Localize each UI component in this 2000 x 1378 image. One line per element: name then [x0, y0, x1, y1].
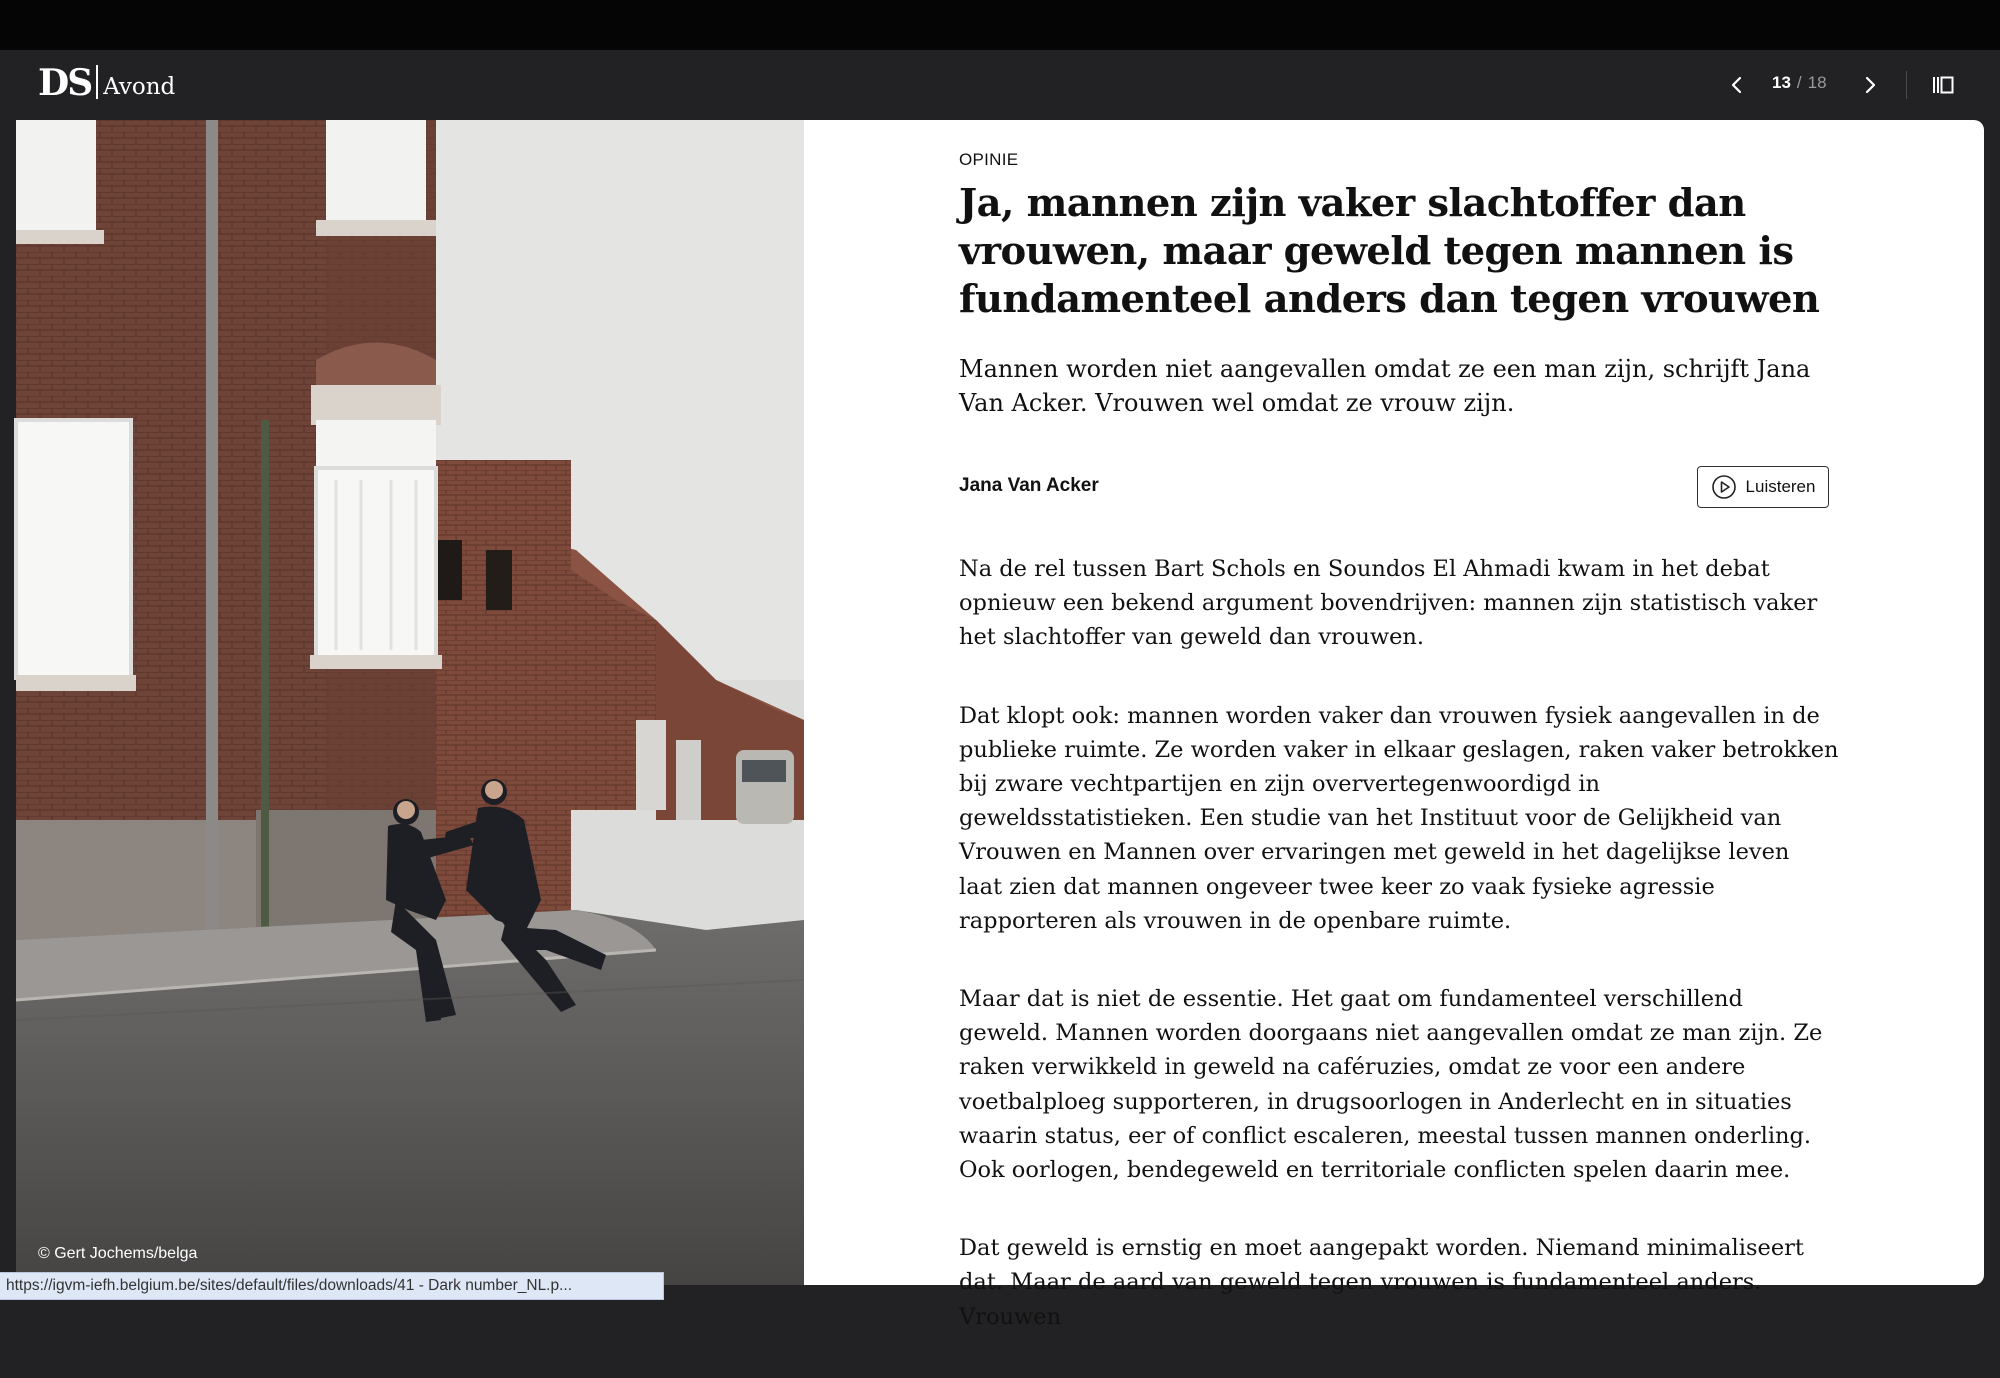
- article-paragraph: Dat klopt ook: mannen worden vaker dan vrouwen fysiek aangevallen in de publieke ruimte. Ze worden vaker in elkaar geslagen, raken vaker betrokken bij zware vechtpartijen en zijn oververtegenwoordigd in geweldsstatistieken. Een studie van het Instituut voor de Gelijkheid van Vrouwen en Mannen over ervaringen met geweld in het dagelijkse leven laat zien dat mannen ongeveer twee keer zo vaak fysieke agressie rapporteren als vrouwen in de openbare ruimte.: [959, 702, 1839, 934]
- previous-page-button[interactable]: [1722, 70, 1752, 100]
- panel-toggle-icon: [1931, 74, 1955, 96]
- article-lead: Mannen worden niet aangevallen omdat ze een man zijn, schrijft Jana Van Acker. Vrouwen wel omdat ze vrouw zijn.: [959, 355, 1811, 417]
- header-divider: [1906, 71, 1907, 99]
- viewer-header: [0, 50, 2000, 120]
- page-navigator: [1700, 50, 2000, 120]
- play-circle-icon: [1711, 474, 1737, 500]
- article-content: [959, 120, 1839, 1330]
- window-top-strip: [0, 0, 2000, 50]
- page-counter: [1772, 73, 1852, 93]
- listen-label: Luisteren: [1745, 477, 1816, 496]
- chevron-left-icon: [1730, 75, 1744, 95]
- logo-edition: Avond: [103, 74, 176, 100]
- logo-brand: DS: [38, 62, 92, 104]
- next-page-button[interactable]: [1855, 70, 1885, 100]
- article-headline: Ja, mannen zijn vaker slachtoffer dan vrouwen, maar geweld tegen mannen is fundamenteel anders dan tegen vrouwen: [959, 181, 1820, 322]
- logo-divider: [96, 65, 98, 99]
- chevron-right-icon: [1863, 75, 1877, 95]
- total-pages: 18: [1807, 73, 1827, 92]
- link-status-bar: https://igvm-iefh.belgium.be/sites/default/files/downloads/41 - Dark number_NL.p...: [0, 1272, 664, 1300]
- photo-credit: © Gert Jochems/belga: [38, 1245, 198, 1262]
- ds-avond-logo[interactable]: [38, 62, 176, 104]
- listen-button[interactable]: [1697, 466, 1829, 508]
- article-paragraph: Dat geweld is ernstig en moet aangepakt worden. Niemand minimaliseert dat. Maar de aard van geweld tegen vrouwen is fundamenteel anders. Vrouwen: [959, 1235, 1804, 1330]
- current-page: 13: [1772, 73, 1791, 92]
- author-byline[interactable]: Jana Van Acker: [959, 475, 1099, 496]
- article-body: [959, 552, 1839, 1378]
- article-paragraph: Maar dat is niet de essentie. Het gaat om fundamenteel verschillend geweld. Mannen worden doorgaans niet aangevallen omdat ze man zijn. Ze raken verwikkeld in geweld na caféruzies, omdat ze voor een andere voetbalploeg supporteren, in drugsoorlogen in Anderlecht en in situaties waarin status, eer of conflict escaleren, meestal tussen mannen onderling. Ook oorlogen, bendegeweld en territoriale conflicten spelen daarin mee.: [959, 986, 1823, 1184]
- article-paragraph: Na de rel tussen Bart Schols en Soundos El Ahmadi kwam in het debat opnieuw een bekend argument bovendrijven: mannen zijn statistisch vaker het slachtoffer van geweld dan vrouwen.: [959, 556, 1818, 651]
- panel-toggle-button[interactable]: [1928, 70, 1958, 100]
- article-photo: [16, 120, 804, 1285]
- page-separator: /: [1796, 73, 1802, 92]
- street-fight-photo: [16, 120, 804, 1285]
- section-label: OPINIE: [959, 150, 1019, 169]
